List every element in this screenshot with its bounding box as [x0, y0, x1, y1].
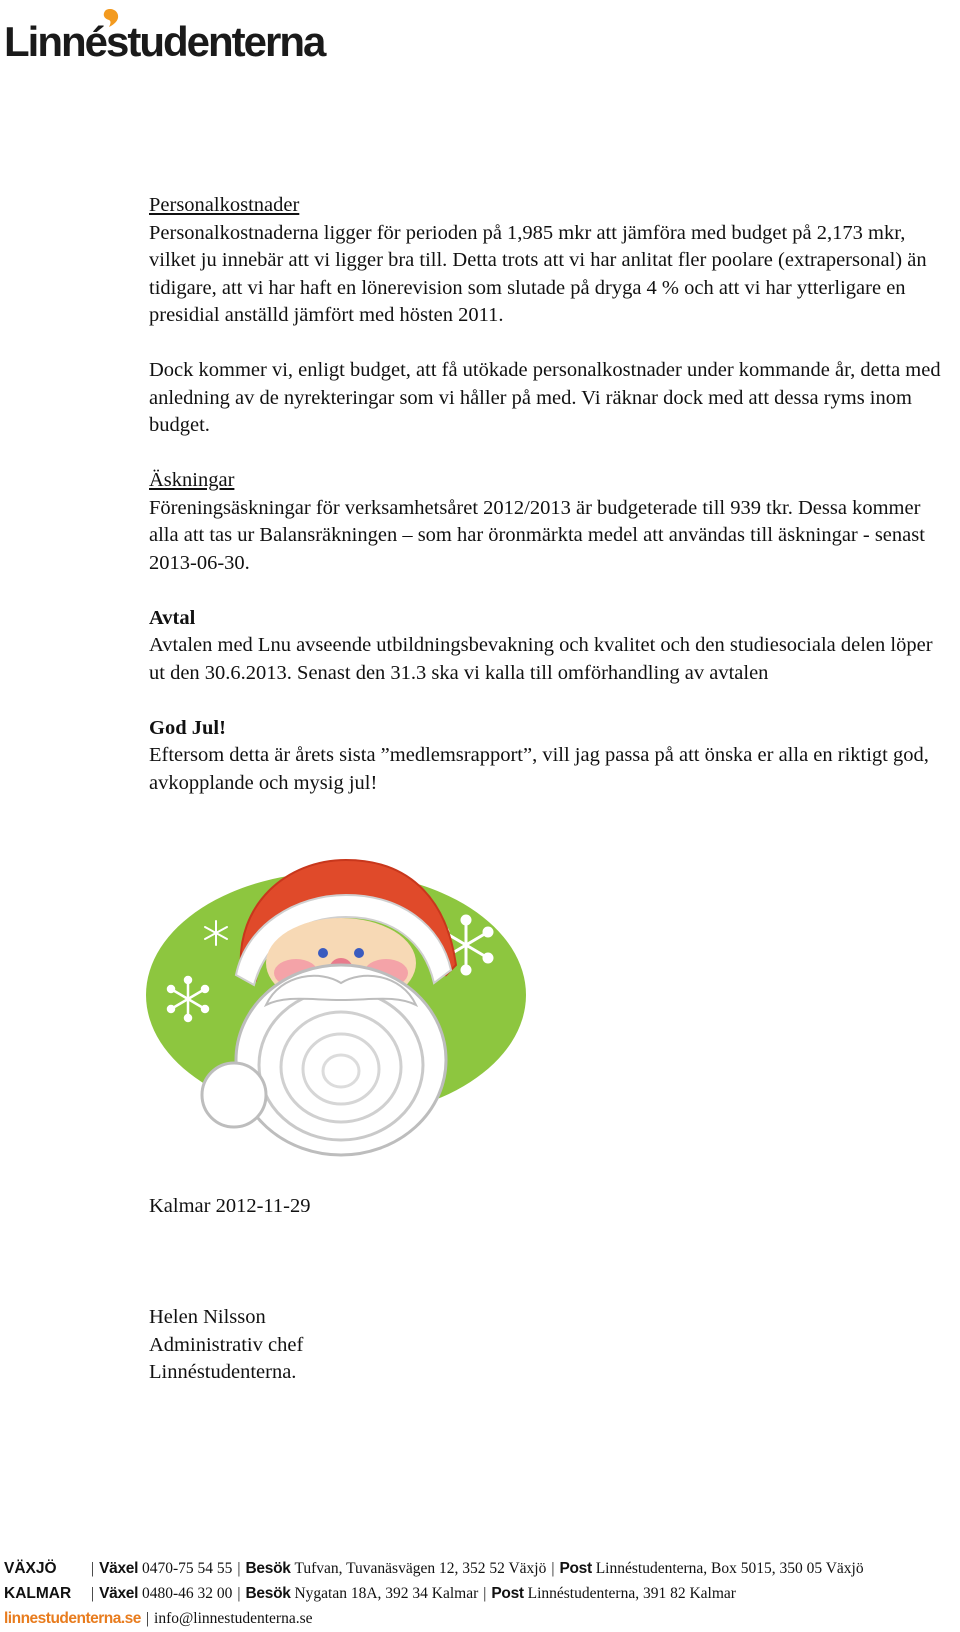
footer-phone: 0470-75 54 55 [142, 1560, 233, 1577]
eye-icon [354, 948, 364, 958]
footer-visit: Tufvan, Tuvanäsvägen 12, 352 52 Växjö [294, 1560, 547, 1577]
section-avtal [149, 605, 949, 688]
hat-pompom [202, 1063, 266, 1127]
signature-org: Linnéstudenterna. [149, 1361, 297, 1383]
footer-label: Besök [245, 1560, 291, 1577]
santa-illustration [146, 855, 546, 1165]
eye-icon [318, 948, 328, 958]
footer-label: Växel [99, 1585, 139, 1602]
paragraph: Dock kommer vi, enligt budget, att få utökade personalkostnader under kommande år, detta med anledning av de nyrekteringar som vi håller på med. Vi räknar dock med att dessa ryms inom budget. [149, 359, 941, 436]
signature-title: Administrativ chef [149, 1333, 304, 1356]
section-heading: Avtal [149, 606, 196, 629]
paragraph: Föreningsäskningar för verksamhetsåret 2012/2013 är budgeterade till 939 tkr. Dessa kommer alla att tas ur Balansräkningen – som har öronmärkta medel att användas till äskningar - senast 2013-06-30. [149, 496, 925, 574]
section-personalkostnader [149, 192, 949, 440]
section-askningar [149, 467, 949, 577]
section-god-jul [149, 715, 949, 798]
footer-email-link[interactable]: info@linnestudenterna.se [154, 1610, 313, 1627]
footer [4, 1556, 954, 1631]
paragraph: Avtalen med Lnu avseende utbildningsbevakning och kvalitet och den studiesociala delen löper ut den 30.6.2013. Senast den 31.3 ska vi kalla till omförhandling av avtalen [149, 634, 933, 684]
footer-city: KALMAR [4, 1585, 72, 1602]
footer-row-web: linnestudenterna.se | info@linnestudenterna.se [4, 1606, 954, 1631]
section-heading: Personalkostnader [149, 194, 300, 216]
footer-row-vaxjo: VÄXJÖ | Växel 0470-75 54 55 | Besök Tufvan, Tuvanäsvägen 12, 352 52 Växjö | Post Linnéstudenterna, Box 5015, 350 05 Växjö [4, 1556, 954, 1581]
logo [4, 4, 364, 68]
footer-phone: 0480-46 32 00 [142, 1585, 233, 1602]
footer-website-link[interactable]: linnestudenterna.se [4, 1610, 141, 1627]
footer-label: Post [491, 1585, 524, 1602]
footer-label: Besök [245, 1585, 291, 1602]
paragraph: Eftersom detta är årets sista ”medlemsrapport”, vill jag passa på att önska er alla en riktigt god, avkopplande och mysig jul! [149, 744, 929, 794]
footer-city: VÄXJÖ [4, 1560, 57, 1577]
section-heading: Äskningar [149, 469, 235, 491]
paragraph: Personalkostnaderna ligger för perioden på 1,985 mkr att jämföra med budget på 2,173 mkr, vilket ju innebär att vi ligger bra till. Detta trots att vi har anlitat fler poolare (extrapersonal) än tidigare, att vi har haft en lönerevision som slutade på dryga 4 % och att vi har ytterligare en presidial anställd jämfört med hösten 2011. [149, 221, 927, 326]
footer-visit: Nygatan 18A, 392 34 Kalmar [294, 1585, 479, 1602]
closing-date: Kalmar 2012-11-29 [149, 1195, 311, 1217]
signature-name: Helen Nilsson [149, 1306, 266, 1328]
footer-post: Linnéstudenterna, 391 82 Kalmar [527, 1585, 736, 1602]
footer-post: Linnéstudenterna, Box 5015, 350 05 Växjö [595, 1560, 864, 1577]
section-heading: God Jul! [149, 716, 226, 739]
footer-label: Post [559, 1560, 592, 1577]
letter-body [149, 192, 949, 825]
footer-label: Växel [99, 1560, 139, 1577]
logo-wordmark: Linnéstudenterna [4, 18, 325, 65]
signature-block [149, 1304, 303, 1387]
footer-row-kalmar: KALMAR | Växel 0480-46 32 00 | Besök Nygatan 18A, 392 34 Kalmar | Post Linnéstudenterna, 391 82 Kalmar [4, 1581, 954, 1606]
